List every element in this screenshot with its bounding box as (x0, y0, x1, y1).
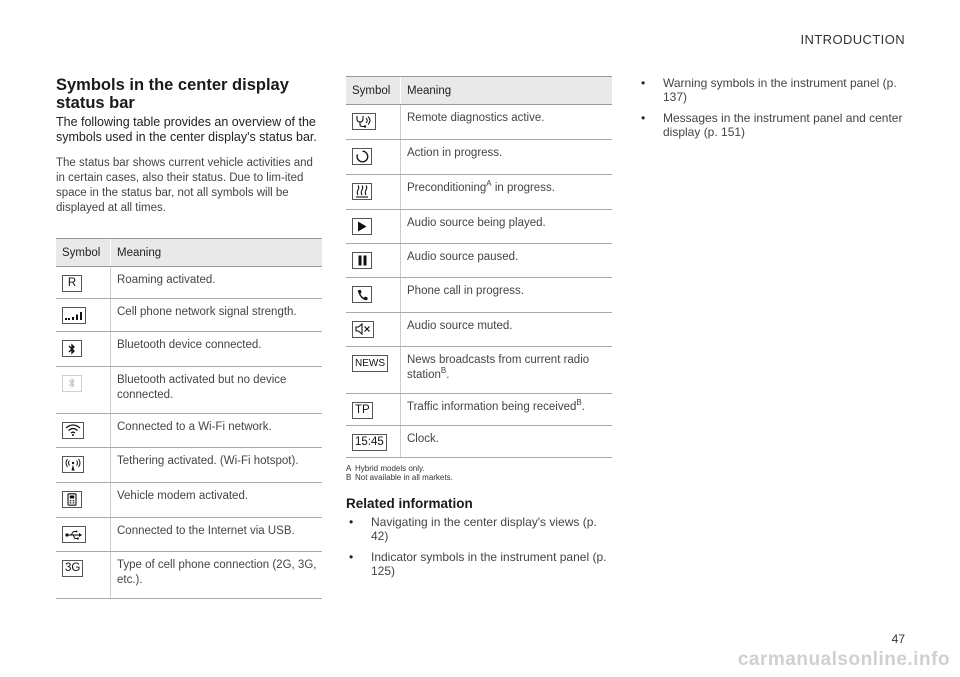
symbol-table-left (56, 238, 322, 599)
page-number: 47 (891, 632, 905, 646)
hotspot-icon (62, 456, 84, 473)
traffic-info-icon: TP (352, 402, 373, 419)
meaning-text-tail: . (446, 369, 450, 381)
meaning-cell: Vehicle modem activated. (111, 483, 323, 518)
meaning-cell: Audio source being played. (401, 210, 613, 244)
table-row (56, 267, 322, 299)
meaning-cell: Remote diagnostics active. (401, 105, 613, 140)
table-row (56, 299, 322, 332)
clock-icon: 15:45 (352, 434, 387, 451)
meaning-cell: Bluetooth device connected. (111, 332, 323, 367)
modem-icon (62, 491, 82, 508)
related-list (346, 515, 612, 578)
action-progress-icon (352, 148, 372, 165)
meaning-cell: Bluetooth activated but no device connected. (111, 366, 323, 413)
column-middle (346, 76, 612, 585)
table-row (346, 105, 612, 140)
news-icon: NEWS (352, 355, 388, 372)
cell-connection-type-icon: 3G (62, 560, 83, 577)
meaning-cell (401, 175, 613, 210)
table-row (346, 244, 612, 278)
meaning-text: Traffic information being received (407, 401, 577, 413)
footnote-ref: B (576, 398, 582, 408)
meaning-cell: Roaming activated. (111, 267, 323, 299)
footnotes (346, 464, 612, 482)
col-symbol-header: Symbol (346, 77, 401, 105)
footnote-text: Not available in all markets. (355, 473, 453, 482)
bluetooth-icon (62, 340, 82, 357)
meaning-cell: Phone call in progress. (401, 278, 613, 313)
col-meaning-header: Meaning (401, 77, 613, 105)
play-icon (352, 218, 372, 235)
related-link[interactable]: • Indicator symbols in the instrument panel (p. 125) (346, 550, 612, 578)
signal-strength-icon (62, 307, 86, 324)
meaning-text: News broadcasts from current radio station (407, 354, 590, 381)
meaning-cell: Type of cell phone connection (2G, 3G, etc.). (111, 551, 323, 598)
remote-diagnostics-icon (352, 113, 376, 130)
phone-icon (352, 286, 372, 303)
pause-icon (352, 252, 372, 269)
preconditioning-icon (352, 183, 372, 200)
meaning-cell: Audio source muted. (401, 312, 613, 347)
wifi-icon (62, 422, 84, 439)
bluetooth-inactive-icon (62, 375, 82, 392)
table-row (346, 175, 612, 210)
related-title: Related information (346, 496, 473, 511)
meaning-cell (401, 347, 613, 394)
meaning-cell: Audio source paused. (401, 244, 613, 278)
col-symbol-header: Symbol (56, 239, 111, 267)
table-row (56, 483, 322, 518)
table-row (346, 140, 612, 175)
table-row (346, 426, 612, 458)
section-body: The status bar shows current vehicle activities and in certain cases, also their status. Due to lim-ited space in the status bar, not all symbols will be displayed at all times. (56, 157, 313, 214)
meaning-cell: Connected to a Wi-Fi network. (111, 413, 323, 448)
column-right (638, 76, 910, 146)
table-row (56, 518, 322, 552)
related-link[interactable]: • Navigating in the center display's views (p. 42) (346, 515, 612, 543)
footnote-text: Hybrid models only. (355, 464, 425, 473)
usb-icon (62, 526, 86, 543)
footnote-mark: A (346, 464, 352, 473)
meaning-cell (401, 394, 613, 426)
footnote-mark: B (346, 473, 352, 482)
table-row (346, 312, 612, 347)
table-row (56, 413, 322, 448)
meaning-cell: Action in progress. (401, 140, 613, 175)
footnote (346, 464, 612, 473)
meaning-cell: Clock. (401, 426, 613, 458)
table-row (346, 347, 612, 394)
section-intro: The following table provides an overview of the symbols used in the center display's status bar. (56, 115, 317, 144)
related-link[interactable]: • Messages in the instrument panel and center display (p. 151) (638, 111, 910, 139)
symbol-table-right (346, 76, 612, 458)
footnote-ref: A (486, 179, 492, 189)
table-row (346, 394, 612, 426)
related-link[interactable]: • Warning symbols in the instrument panel (p. 137) (638, 76, 910, 104)
meaning-text: Preconditioning (407, 182, 487, 194)
running-header: INTRODUCTION (800, 32, 905, 47)
table-row (346, 278, 612, 313)
meaning-cell: Connected to the Internet via USB. (111, 518, 323, 552)
col-meaning-header: Meaning (111, 239, 323, 267)
meaning-text-tail: . (581, 401, 585, 413)
table-row (56, 448, 322, 483)
related-list-continued (638, 76, 910, 139)
table-row (56, 366, 322, 413)
table-row (56, 551, 322, 598)
meaning-cell: Cell phone network signal strength. (111, 299, 323, 332)
footnote (346, 473, 612, 482)
table-row (56, 332, 322, 367)
meaning-cell: Tethering activated. (Wi-Fi hotspot). (111, 448, 323, 483)
meaning-text-tail: in progress. (491, 182, 555, 194)
column-left (56, 76, 322, 599)
roaming-icon: R (62, 275, 82, 292)
section-title: Symbols in the center display status bar (56, 76, 289, 112)
watermark: carmanualsonline.info (737, 649, 950, 670)
footnote-ref: B (440, 366, 447, 376)
mute-icon (352, 321, 374, 338)
table-row (346, 210, 612, 244)
